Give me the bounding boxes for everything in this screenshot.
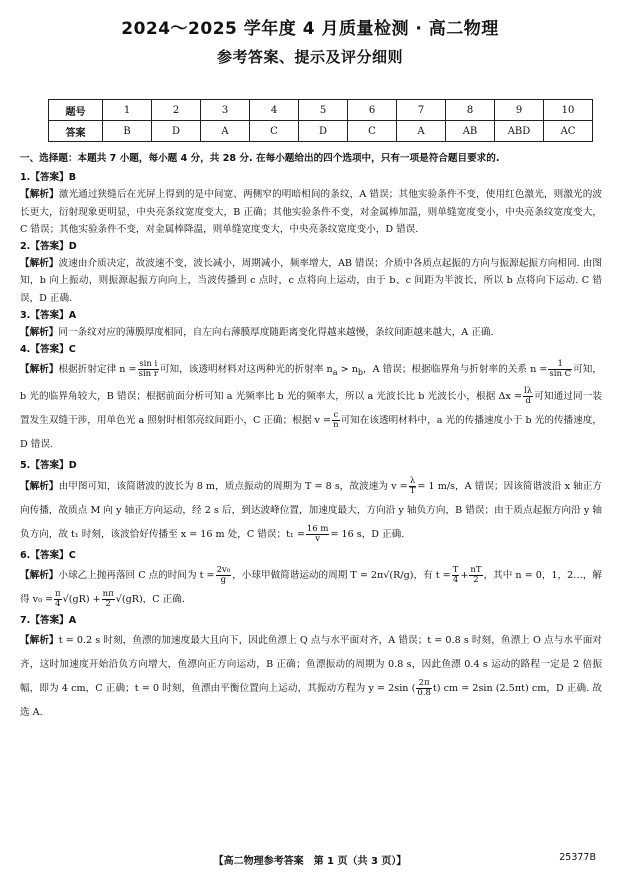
denominator: T — [409, 485, 416, 496]
row-label-answer: 答案 — [49, 121, 103, 142]
explanation-text: 激光通过狭缝后在光屏上得到的是中间宽、两侧窄的明暗相间的条纹，A 错误；其他实验条件不变，使用红色激光，则激光的波长更大，衍射现象更明显，中央亮条纹宽度变大，B 正确；其他实验条件不变，对金属棒加温，则单缝宽度变小，中央亮条纹宽度变大，C 错误；其他实验条件不变，对金属棒降温，则单缝宽度变大，中央亮条纹宽度变小，D 错误. — [20, 189, 602, 235]
fraction — [138, 360, 159, 379]
explanation-text: 小球乙上抛再落回 C 点的时间为 t = — [58, 569, 215, 581]
explanation-text: √(gR) + — [62, 593, 101, 605]
question-answer-heading: 1.【答案】B — [20, 172, 77, 184]
explanation-tag: 【解析】 — [20, 634, 59, 646]
question-number: 2 — [152, 100, 201, 121]
answer-cell: C — [348, 121, 397, 142]
footer-page-label: 【高二物理参考答案 第 1 页（共 3 页）】 — [213, 856, 407, 867]
fraction — [102, 590, 115, 609]
question-number: 5 — [299, 100, 348, 121]
question-answer-heading: 4.【答案】C — [20, 344, 76, 356]
denominator: d — [525, 396, 531, 407]
explanation-text: + — [460, 569, 469, 581]
explanation-text: > n — [337, 364, 358, 376]
question-number: 9 — [495, 100, 544, 121]
question-number: 3 — [201, 100, 250, 121]
question-answer-heading: 2.【答案】D — [20, 241, 77, 253]
denominator: v — [315, 533, 321, 544]
denominator: 4 — [452, 574, 459, 585]
answer-cell: B — [103, 121, 152, 142]
explanation-tag: 【解析】 — [20, 364, 59, 376]
question-answer-heading: 6.【答案】C — [20, 549, 76, 561]
explanation-text: 波速由介质决定，故波速不变，波长减小，周期减小，频率增大，AB 错误；介质中各质点起振的方向与振源起振方向相同. 由图知，b 向上振动，则振源起振方向向上，当波传播到 c 点时，c 点将向上运动，由于 b、c 间距为半波长，所以 b 点将向下运动. C 错误，D 正确. — [20, 258, 602, 304]
numerator: T — [452, 564, 459, 575]
question-2 — [20, 238, 602, 307]
fraction — [548, 360, 572, 379]
numerator: λ — [409, 475, 416, 486]
answer-cell: D — [299, 121, 348, 142]
denominator: 0.8 — [417, 687, 431, 698]
question-explanation — [20, 324, 602, 341]
answer-cell: ABD — [495, 121, 544, 142]
fraction — [523, 387, 533, 406]
question-explanation — [20, 255, 602, 307]
section-heading: 一、选择题：本题共 7 小题，每小题 4 分，共 28 分. 在每小题给出的四个选项中，只有一项是符合题目要求的. — [20, 153, 500, 164]
denominator: sin r — [138, 369, 158, 380]
explanation-text: 可知通过同一装置发生双缝干涉，用单色光 a 照射时相邻亮纹间距小，C 正确；根据 v = — [20, 391, 603, 427]
numerator: 2v₀ — [216, 564, 231, 575]
explanation-tag: 【解析】 — [20, 258, 59, 270]
question-number: 7 — [397, 100, 446, 121]
page-subtitle: 参考答案、提示及评分细则 — [216, 48, 403, 66]
question-1 — [20, 169, 602, 238]
explanation-text: = 1 m/s，A 错误；因该简谐波沿 x 轴正方向传播，故质点 M 向 y 轴正方向运动，经 2 s 后，到达波峰位置，加速度最大，方向沿 y 轴负方向，B 错误；由于质点起振方向沿 y 轴负方向，故 t₁ 时刻，该波恰好传播至 x = 16 m 处，C 错误；t₁ = — [20, 480, 603, 540]
answer-cell: C — [250, 121, 299, 142]
question-explanation — [20, 358, 602, 457]
answer-cell: AC — [544, 121, 593, 142]
page-title: 2024～2025 学年度 4 月质量检测 · 高二物理 — [121, 19, 499, 39]
question-explanation — [20, 629, 602, 725]
question-number: 6 — [348, 100, 397, 121]
explanation-text: = 16 s，D 正确. — [330, 528, 405, 540]
question-explanation — [20, 186, 602, 238]
answer-cell: AB — [446, 121, 495, 142]
explanation-text: 同一条纹对应的薄膜厚度相同，自左向右薄膜厚度随距离变化得越来越慢，条纹间距越来越大，A 正确. — [58, 327, 494, 339]
explanation-tag: 【解析】 — [20, 327, 59, 339]
fraction — [452, 566, 460, 585]
fraction — [332, 411, 339, 430]
numerator: nπ — [102, 588, 114, 599]
question-answer-heading: 7.【答案】A — [20, 614, 77, 626]
denominator: 4 — [55, 598, 61, 609]
question-answer-heading: 5.【答案】D — [20, 460, 77, 472]
answer-table-answer-row — [49, 121, 593, 142]
numerator: nT — [470, 564, 482, 575]
explanation-text: t = 0.2 s 时刻，鱼漂的加速度最大且向下，因此鱼漂上 Q 点与水平面对齐，A 错误；t = 0.8 s 时刻，鱼漂上 O 点与水平面对齐，这时加速度开始沿负方向增大，鱼漂向正方向运动，B 正确；鱼漂振动的周期为 0.8 s，因此鱼漂 0.4 s 运动的路程一定是 2 倍振幅，即为 4 cm，C 正确；t = 0 时刻，鱼漂由平衡位置向上运动，其振动方程为 y = 2sin ( — [20, 634, 603, 694]
question-5 — [20, 457, 602, 546]
answer-table-number-row — [49, 100, 593, 121]
answer-cell: A — [397, 121, 446, 142]
numerator: sin i — [139, 359, 158, 370]
explanation-text: ，A 错误；根据临界角与折射率的关系 n = — [363, 364, 548, 376]
numerator: π — [55, 588, 61, 599]
fraction — [409, 477, 417, 496]
question-3 — [20, 307, 602, 341]
row-label-number: 题号 — [49, 100, 103, 121]
numerator: 1 — [548, 360, 572, 370]
question-number: 10 — [544, 100, 593, 121]
explanation-text: 可知在该透明材料中，a 光的传播速度小于 b 光的传播速度，D 错误. — [20, 415, 602, 451]
answer-table — [48, 99, 593, 142]
explanation-text: 可知，b 光的临界角较大，B 错误；根据前面分析可知 a 光频率比 b 光的频率大，所以 a 光波长比 b 光波长小，根据 Δx = — [20, 364, 603, 403]
denominator: g — [220, 574, 227, 585]
explanation-text: 由甲图可知，该简谐波的波长为 8 m，质点振动的周期为 T = 8 s，故波速为 v = — [58, 480, 408, 492]
fraction — [469, 566, 482, 585]
numerator: lλ — [524, 386, 533, 397]
fraction — [306, 525, 330, 544]
question-explanation — [20, 564, 602, 612]
explanation-text: √(gR)，C 正确. — [115, 593, 185, 605]
numerator: 16 m — [306, 523, 329, 534]
explanation-text: ，小球甲做简谐运动的周期 T = 2π√(R/g)，有 t = — [232, 569, 451, 581]
explanation-tag: 【解析】 — [20, 480, 59, 492]
denominator: 2 — [105, 598, 111, 609]
fraction — [416, 679, 432, 698]
numerator: c — [333, 410, 339, 421]
question-answer-heading: 3.【答案】A — [20, 309, 77, 321]
solutions-body — [20, 150, 602, 725]
explanation-text: t) cm = 2sin (2.5πt) cm，D 正确. 故选 A. — [20, 682, 603, 718]
question-explanation — [20, 475, 602, 547]
answer-cell: D — [152, 121, 201, 142]
question-6 — [20, 547, 602, 612]
denominator: 2 — [473, 574, 479, 585]
explanation-tag: 【解析】 — [20, 189, 59, 201]
subscript: a — [332, 368, 338, 378]
explanation-tag: 【解析】 — [20, 569, 59, 581]
numerator: 2π — [416, 679, 432, 689]
question-number: 1 — [103, 100, 152, 121]
footer-code: 25377B — [559, 852, 596, 863]
subscript: b — [357, 368, 364, 378]
question-number: 4 — [250, 100, 299, 121]
fraction — [54, 590, 62, 609]
explanation-text: ，其中 n = 0，1，2…，解得 v₀ = — [20, 569, 603, 605]
explanation-text: 可知，该透明材料对这两种光的折射率 n — [159, 364, 333, 376]
question-7 — [20, 612, 602, 725]
question-number: 8 — [446, 100, 495, 121]
fraction — [216, 566, 232, 585]
question-4 — [20, 341, 602, 457]
denominator: n — [333, 420, 339, 431]
explanation-text: 根据折射定律 n = — [58, 364, 137, 376]
answer-cell: A — [201, 121, 250, 142]
denominator: sin C — [549, 369, 572, 380]
